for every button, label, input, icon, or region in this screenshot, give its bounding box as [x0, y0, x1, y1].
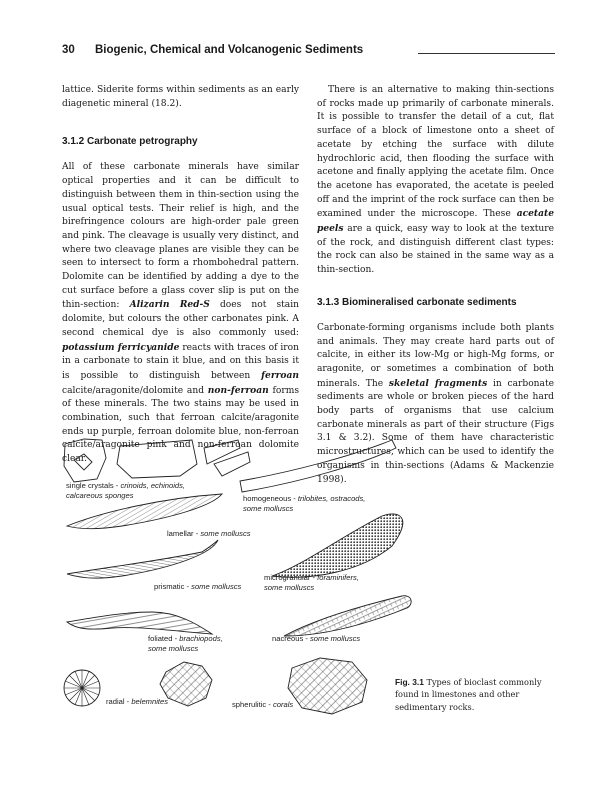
key-term: non-ferroan	[207, 384, 269, 396]
label-spherulitic: spherulitic - corals	[232, 700, 294, 709]
paragraph: lattice. Siderite forms within sediments as an early diagenetic mineral (18.2).	[62, 85, 299, 109]
label-microgranular: microgranular - foraminifers, some molluscs	[264, 573, 359, 592]
left-column	[62, 84, 299, 467]
foliated-shell	[67, 612, 212, 634]
right-column	[317, 84, 554, 487]
microgranular-shell	[272, 514, 403, 577]
paragraph: There is an alternative to making thin-sections of rocks made up primarily of carbonate minerals. It is possible to transfer the detail of a cut, flat surface of a block of limestone onto a sheet of acetate by etching the surface with dilute hydrochloric acid, then flooding the surface with acetone and finally applying the acetate film. Once the acetone has evaporated, the acetate is peeled off and the imprint of the rock surface can then be examined under the microscope. These acetate peels are a quick, easy way to look at the texture of the rock, and distinguish different clast types: the rock can also be stained in the same way as a thin-section.	[317, 85, 554, 276]
label-prismatic: prismatic - some molluscs	[154, 582, 242, 591]
paragraph: All of these carbonate minerals have similar optical properties and it can be difficult to distinguish between them in thin-section using the usual optical tests. Their relief is high, and the birefringence colours are high-order pale green and pink. The cleavage is usually very distinct, and where two cleavage planes are visible they can be seen to intersect to form a rhombohedral pattern. Dolomite can be identified by adding a dye to the cut surface before a glass cover slip is put on the thin-section: Alizarin Red-S does not stain dolomite, but colours the other carbonates pink. A second chemical dye is also commonly used: potassium ferricyanide reacts with traces of iron in a carbonate to stain it blue, and on this basis it is possible to distinguish between ferroan calcite/aragonite/dolomite and non-ferroan forms of these minerals. The two stains may be used in combination, such that ferroan calcite/aragonite ends up purple, ferroan dolomite blue, non-ferroan calcite/aragonite pink and non-ferroan dolomite clear.	[62, 162, 299, 465]
running-header	[62, 44, 554, 60]
label-radial: radial - belemnites	[106, 697, 169, 706]
nacreous-shell	[284, 596, 411, 636]
page-number: 30	[62, 44, 75, 56]
section-heading-3-1-2: 3.1.2 Carbonate petrography	[62, 136, 198, 148]
key-term: potassium ferricyanide	[62, 341, 180, 353]
key-term: Alizarin Red-S	[129, 299, 210, 311]
running-title: Biogenic, Chemical and Volcanogenic Sediments	[95, 44, 364, 56]
prismatic-shell	[67, 540, 218, 578]
key-term: skeletal fragments	[388, 377, 488, 389]
label-foliated: foliated - brachiopods, some molluscs	[148, 634, 223, 653]
label-homogeneous: homogeneous - trilobites, ostracods, some molluscs	[243, 494, 366, 513]
single-crystal-grains	[64, 439, 250, 482]
key-term: ferroan	[261, 369, 299, 381]
homogeneous-shell	[240, 440, 396, 492]
key-term: acetate peels	[317, 208, 554, 235]
header-rule	[418, 53, 555, 54]
figure-label: Fig. 3.1	[395, 677, 424, 687]
label-single-crystals: single crystals - crinoids, echinoids, calcareous sponges	[66, 481, 186, 500]
radial-grain	[64, 670, 100, 706]
figure-caption: Fig. 3.1 Types of bioclast commonly found in limestones and other sedimentary rocks.	[395, 677, 542, 712]
section-heading-3-1-3: 3.1.3 Biomineralised carbonate sediments	[317, 296, 517, 308]
paragraph: Carbonate-forming organisms include both plants and animals. They may create hard parts out of calcite, in either its low-Mg or high-Mg forms, or aragonite, or sometimes a combination of both minerals. The skeletal fragments in carbonate sediments are whole or broken pieces of the hard body parts of organisms that use calcium carbonate minerals as part of their structure (Figs 3.1 & 3.2). Some of them have characteristic microstructures, which can be used to identify the organisms in thin-sections (Adams & Mackenzie 1998).	[317, 322, 554, 485]
label-nacreous: nacreous - some molluscs	[272, 634, 361, 643]
label-lamellar: lamellar - some molluscs	[167, 529, 251, 538]
spherulitic-grain	[288, 658, 367, 714]
